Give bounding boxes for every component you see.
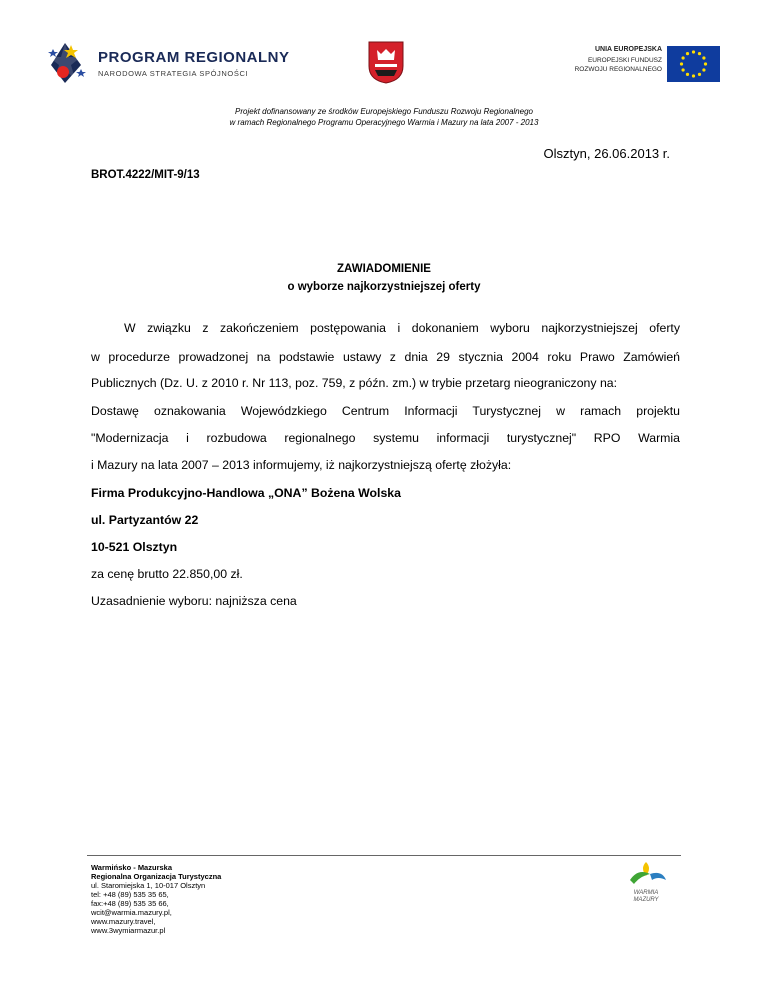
footer-web-link-1[interactable]: www.mazury.travel, [91, 917, 156, 926]
document-title: ZAWIADOMIENIE [337, 263, 431, 275]
footer-divider [87, 855, 681, 856]
program-regionalny-logo [45, 35, 290, 87]
header-note-line1: Projekt dofinansowany ze środków Europejskiego Funduszu Rozwoju Regionalnego [235, 107, 533, 116]
selection-justification: Uzasadnienie wyboru: najniższa cena [91, 594, 297, 608]
footer-fax: fax:+48 (89) 535 35 66, [91, 899, 169, 908]
eu-logo-title: UNIA EUROPEJSKA [594, 46, 662, 53]
warmia-mazury-crest-icon [367, 40, 405, 84]
eu-flag-icon [667, 46, 720, 82]
winning-company-name: Firma Produkcyjno-Handlowa „ONA” Bożena Wolska [91, 486, 401, 500]
body-line-1: W związku z zakończeniem postępowania i dokonaniem wyboru najkorzystniejszej oferty [124, 321, 680, 335]
eu-logo-line2: EUROPEJSKI FUNDUSZ [587, 57, 662, 64]
warmia-mazury-logo-icon [616, 858, 676, 904]
footer-web-link-2[interactable]: www.3wymiarmazur.pl [91, 926, 166, 935]
footer-address: ul. Staromiejska 1, 10-017 Olsztyn [91, 881, 206, 890]
letter-reference-number: BROT.4222/MIT-9/13 [91, 169, 200, 181]
header-note-line2: w ramach Regionalnego Programu Operacyjnego Warmia i Mazury na lata 2007 - 2013 [229, 118, 539, 127]
eu-logo-line3: ROZWOJU REGIONALNEGO [574, 66, 662, 73]
body-line-3: Publicznych (Dz. U. z 2010 r. Nr 113, poz. 759, z późn. zm.) w trybie przetarg nieograniczony na: [91, 376, 618, 390]
body-line-4: Dostawę oznakowania Wojewódzkiego Centrum Informacji Turystycznej w ramach projektu [91, 404, 680, 418]
footer-org-name-line1: Warmińsko - Mazurska [91, 863, 172, 872]
program-logo-title: PROGRAM REGIONALNY [98, 49, 290, 66]
body-line-2: w procedurze prowadzonej na podstawie ustawy z dnia 29 stycznia 2004 roku Prawo Zamówień [91, 350, 680, 364]
program-logo-subtitle: NARODOWA STRATEGIA SPÓJNOŚCI [98, 69, 249, 78]
warmia-logo-word-1: WARMIA [633, 890, 659, 896]
footer-tel: tel: +48 (89) 535 35 65, [91, 890, 169, 899]
body-line-6: i Mazury na lata 2007 – 2013 informujemy, iż najkorzystniejszą ofertę złożyła: [91, 458, 512, 472]
eu-logo [565, 46, 720, 82]
body-line-5: "Modernizacja i rozbudowa regionalnego systemu informacji turystycznej" RPO Warmia [91, 431, 680, 445]
document-subtitle: o wyborze najkorzystniejszej oferty [287, 281, 481, 293]
offer-price: za cenę brutto 22.850,00 zł. [91, 567, 243, 581]
header-cofinancing-note [0, 106, 768, 128]
warmia-logo-word-2: MAZURY [633, 897, 659, 903]
footer-org-name-line2: Regionalna Organizacja Turystyczna [91, 872, 222, 881]
footer-email-link[interactable]: wcit@warmia.mazury.pl, [91, 908, 172, 917]
footer-contact-block [91, 863, 221, 935]
letter-date: Olsztyn, 26.06.2013 r. [543, 146, 670, 161]
program-star-icon [45, 35, 93, 87]
winning-company-city: 10-521 Olsztyn [91, 540, 178, 554]
winning-company-street: ul. Partyzantów 22 [91, 513, 199, 527]
